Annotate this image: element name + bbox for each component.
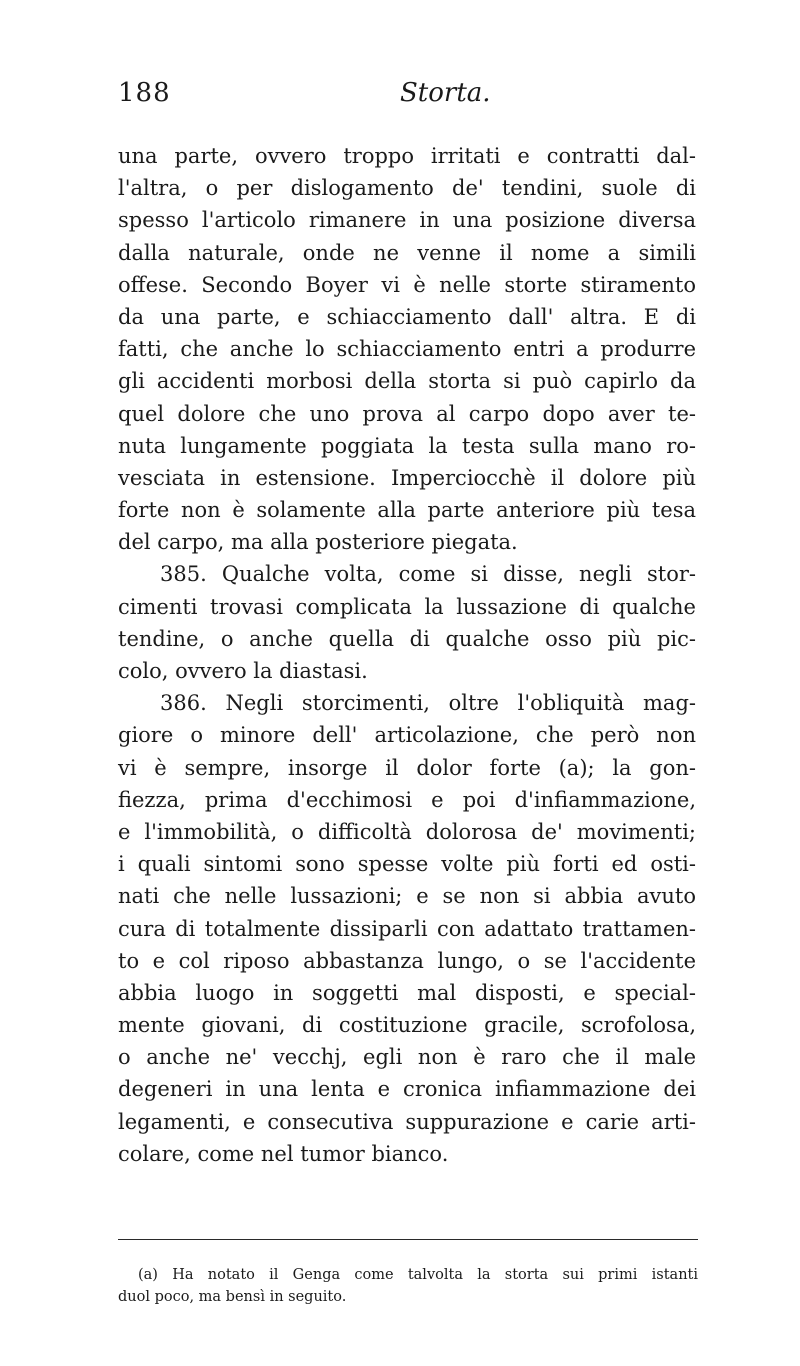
text-line: colo, ovvero la diastasi.: [118, 659, 368, 683]
text-line: i quali sintomi sono spesse volte più forti ed osti-: [118, 852, 696, 877]
text-line: degeneri in una lenta e cronica infiammazione dei: [118, 1077, 696, 1102]
running-title: Storta.: [400, 78, 491, 108]
footnote-divider: [118, 1239, 698, 1240]
text-line: vesciata in estensione. Imperciocchè il dolore più: [118, 465, 696, 490]
text-line: l'altra, o per dislogamento de' tendini, suole di: [118, 176, 696, 201]
text-line: cimenti trovasi complicata la lussazione di qualche: [118, 594, 696, 619]
text-line: nuta lungamente poggiata la testa sulla mano ro-: [118, 433, 696, 458]
running-head: [118, 78, 698, 114]
text-line: fiezza, prima d'ecchimosi e poi d'infiammazione,: [118, 787, 696, 812]
text-line: vi è sempre, insorge il dolor forte (a); la gon-: [118, 755, 696, 780]
text-line: quel dolore che uno prova al carpo dopo aver te-: [118, 401, 696, 426]
text-line: giore o minore dell' articolazione, che però non: [118, 723, 696, 748]
text-line: to e col riposo abbastanza lungo, o se l'accidente: [118, 948, 696, 973]
text-line: del carpo, ma alla posteriore piegata.: [118, 530, 518, 555]
text-line: cura di totalmente dissiparli con adattato trattamen-: [118, 916, 696, 941]
text-line: da una parte, e schiacciamento dall' altra. E di: [118, 304, 696, 329]
text-line: legamenti, e consecutiva suppurazione e carie arti-: [118, 1109, 696, 1134]
text-line: fatti, che anche lo schiacciamento entri a produrre: [118, 337, 696, 362]
text-line: o anche ne' vecchj, egli non è raro che il male: [118, 1045, 696, 1070]
text-line: forte non è solamente alla parte anteriore più tesa: [118, 498, 696, 523]
text-line: spesso l'articolo rimanere in una posizione diversa: [118, 208, 696, 233]
body-text: [118, 140, 696, 1170]
text-line: e l'immobilità, o difficoltà dolorosa de' movimenti;: [118, 819, 696, 844]
paragraph-385-start: 385. Qualche volta, come si disse, negli stor-: [160, 562, 696, 587]
text-line: gli accidenti morbosi della storta si può capirlo da: [118, 369, 696, 394]
text-line: colare, come nel tumor bianco.: [118, 1141, 449, 1166]
text-line: tendine, o anche quella di qualche osso più pic-: [118, 626, 696, 651]
footnote-line: duol poco, ma bensì in seguito.: [118, 1289, 347, 1305]
text-line: mente giovani, di costituzione gracile, scrofolosa,: [118, 1013, 696, 1038]
text-line: abbia luogo in soggetti mal disposti, e special-: [118, 980, 696, 1005]
text-line: nati che nelle lussazioni; e se non si abbia avuto: [118, 884, 696, 909]
text-line: dalla naturale, onde ne venne il nome a simili: [118, 240, 696, 265]
text-line: offese. Secondo Boyer vi è nelle storte stiramento: [118, 272, 696, 297]
paragraph-386-start: 386. Negli storcimenti, oltre l'obliquità mag-: [160, 691, 696, 716]
page-number: 188: [118, 78, 171, 108]
footnote-line: (a) Ha notato il Genga come talvolta la storta sui primi istanti: [138, 1267, 698, 1283]
text-line: una parte, ovvero troppo irritati e contratti dal-: [118, 144, 696, 168]
footnote: [118, 1264, 698, 1308]
